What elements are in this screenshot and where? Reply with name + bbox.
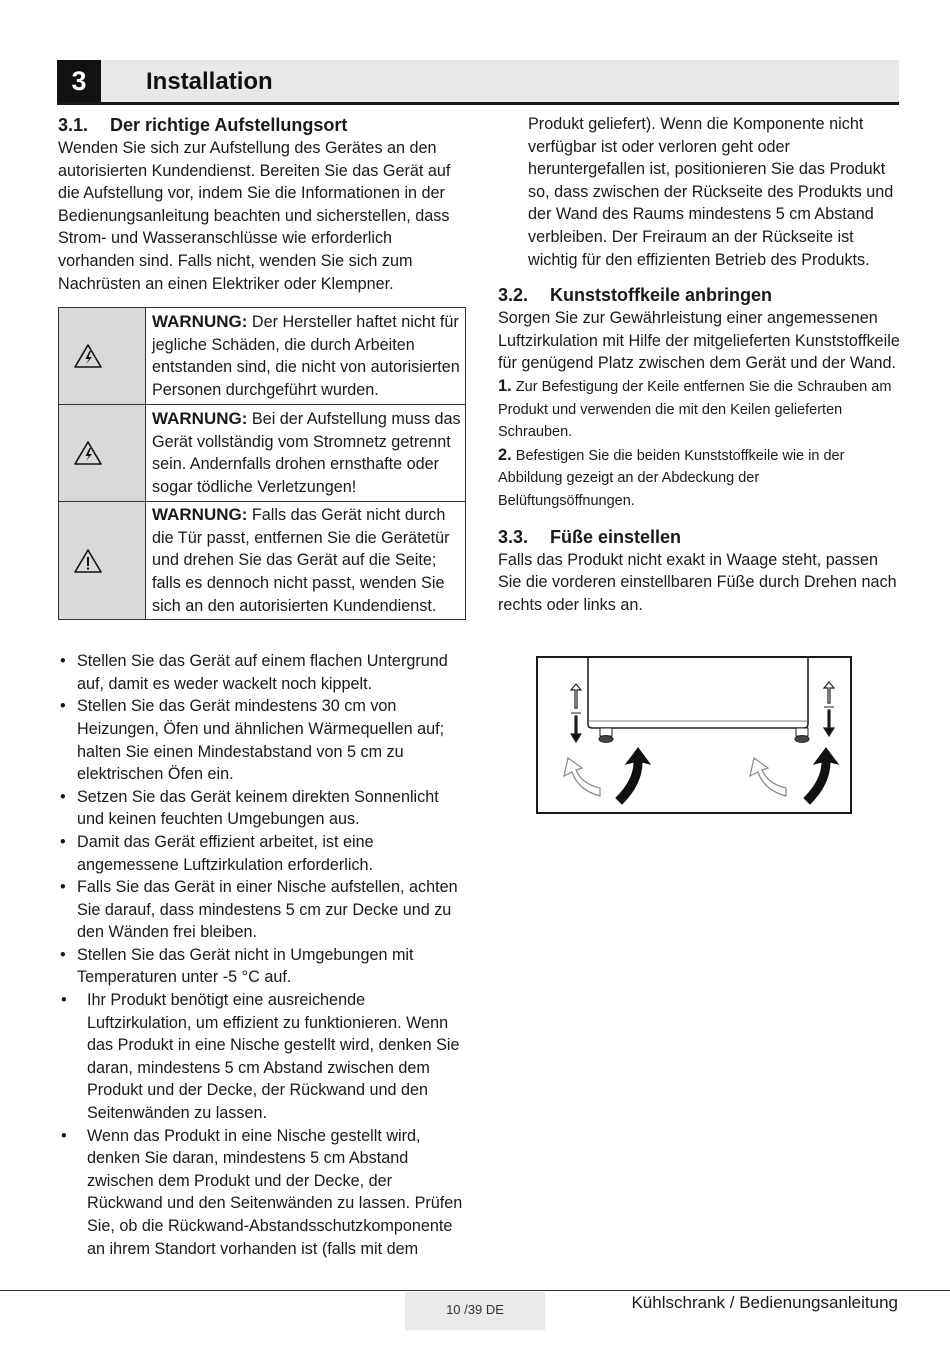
list-item: • Damit das Gerät effizient arbeitet, ist eine angemessene Luftzirkulation erforderlich. <box>58 831 470 876</box>
general-warning-icon <box>73 548 103 574</box>
step-text: Befestigen Sie die beiden Kunststoffkeile wie in der Abbildung gezeigt an der Abdeckung der Belüftungsöffnungen. <box>498 447 845 509</box>
rotate-left-arrow <box>564 758 600 796</box>
warning-label: WARNUNG: <box>152 408 248 428</box>
left-foot <box>599 728 613 743</box>
rotate-right-arrow <box>616 748 650 804</box>
warning-icon-cell <box>59 502 146 620</box>
list-item: • Falls Sie das Gerät in einer Nische aufstellen, achten Sie darauf, dass mindestens 5 cm zur Decke und zu den Wänden frei bleiben. <box>58 876 470 944</box>
section-title: Füße einstellen <box>550 526 682 547</box>
warning-body: Der Hersteller haftet nicht für jegliche Schäden, die durch Arbeiten entstanden sind, die nicht von autorisierten Personen durchgeführt wurden. <box>152 312 460 399</box>
warning-label: WARNUNG: <box>152 311 248 331</box>
list-item: • Wenn das Produkt in eine Nische gestellt wird, denken Sie daran, mindestens 5 cm Abstand zwischen dem Produkt und der Decke, der Rückwand und den Seitenwänden zu lassen. Prüfen Sie, ob die Rückwand-Abstandsschutzkomponente an ihrem Standort vorhanden ist (falls mit dem <box>58 1125 470 1261</box>
placement-bullet-list <box>58 650 470 1260</box>
section-intro: Sorgen Sie zur Gewährleistung einer angemessenen Luftzirkulation mit Hilfe der mitgelieferten Kunststoffkeile für genügend Platz zwischen dem Gerät und der Wand. <box>498 309 900 373</box>
foot-adjustment-illustration <box>538 658 850 812</box>
section-heading-3-1 <box>58 113 470 137</box>
rotate-left-arrow <box>750 758 786 796</box>
warning-text <box>146 308 466 405</box>
warning-body: Bei der Aufstellung muss das Gerät vollständig vom Stromnetz getrennt sein. Andernfalls drohen ernsthafte oder sogar tödliche Verletzungen! <box>152 409 461 496</box>
electric-shock-warning-icon <box>73 440 103 466</box>
right-foot <box>795 728 809 743</box>
section-number: 3.2. <box>498 285 529 306</box>
section-heading-3-3 <box>498 525 900 549</box>
section-intro: Wenden Sie sich zur Aufstellung des Gerätes an den autorisierten Kundendienst. Bereiten Sie das Gerät auf die Aufstellung vor, indem Sie die Informationen in der Bedienungsanleitung beachten und sicherstellen, dass Strom- und Wasseranschlüsse wie erforderlich vorhanden sind. Falls nicht, wenden Sie sich zum Nachrüsten an einen Elektriker oder Klempner. <box>58 139 451 293</box>
chapter-header <box>57 60 899 105</box>
list-item: • Stellen Sie das Gerät mindestens 30 cm von Heizungen, Öfen und ähnlichen Wärmequellen auf; halten Sie einen Mindestabstand von 5 cm zu elektrischen Öfen ein. <box>58 695 470 785</box>
warning-body: Falls das Gerät nicht durch die Tür passt, entfernen Sie die Gerätetür und drehen Sie das Gerät auf die Seite; falls es dennoch nicht passt, wenden Sie sich an den autorisierten Kundendienst. <box>152 506 450 615</box>
section-intro: Falls das Produkt nicht exakt in Waage steht, passen Sie die vorderen einstellbaren Füße durch Drehen nach rechts oder links an. <box>498 550 897 614</box>
warning-text <box>146 502 466 620</box>
warning-icon-cell <box>59 308 146 405</box>
page-number: 10 /39 DE <box>405 1292 545 1330</box>
list-item: • Setzen Sie das Gerät keinem direkten Sonnenlicht und keinen feuchten Umgebungen aus. <box>58 786 470 831</box>
right-height-arrows <box>824 682 834 736</box>
right-column <box>498 113 900 616</box>
electric-shock-warning-icon <box>73 343 103 369</box>
chapter-title: Installation <box>146 68 273 95</box>
step-number: 2. <box>498 445 512 464</box>
rotate-right-arrow <box>804 748 838 804</box>
list-item: • Ihr Produkt benötigt eine ausreichende Luftzirkulation, um effizient zu funktionieren. Wenn das Produkt in eine Nische gestellt wird, denken Sie daran, mindestens 5 cm Abstand zwischen dem Produkt und der Decke, der Rückwand und den Seitenwänden zu lassen. <box>58 989 470 1125</box>
section-number: 3.1. <box>58 115 89 135</box>
warning-table <box>58 307 466 620</box>
left-height-arrows <box>571 684 581 742</box>
warning-icon-cell <box>59 405 146 502</box>
step-item <box>498 444 900 513</box>
warning-row <box>59 308 466 405</box>
warning-row <box>59 502 466 620</box>
step-text: Zur Befestigung der Keile entfernen Sie die Schrauben am Produkt und verwenden die mit den Keilen gelieferten Schrauben. <box>498 378 892 441</box>
list-item: • Stellen Sie das Gerät nicht in Umgebungen mit Temperaturen unter -5 °C auf. <box>58 944 470 989</box>
chapter-number: 3 <box>57 60 101 102</box>
warning-text <box>146 405 466 502</box>
section-title: Der richtige Aufstellungsort <box>110 115 348 135</box>
document-title: Kühlschrank / Bedienungsanleitung <box>631 1293 898 1312</box>
foot-adjustment-figure <box>536 656 852 814</box>
warning-label: WARNUNG: <box>152 505 248 525</box>
list-item: • Stellen Sie das Gerät auf einem flachen Untergrund auf, damit es weder wackelt noch kippelt. <box>58 650 470 695</box>
left-column <box>58 113 470 1260</box>
appliance-body <box>588 658 808 728</box>
step-item <box>498 375 900 444</box>
section-number: 3.3. <box>498 526 529 547</box>
continuation-text: Produkt geliefert). Wenn die Komponente nicht verfügbar ist oder verloren geht oder heruntergefallen ist, positionieren Sie das Produkt so, dass zwischen der Rückseite des Produkts und der Wand des Raums mindestens 5 cm Abstand verbleiben. Der Freiraum an der Rückseite ist wichtig für den effizienten Betrieb des Produkts. <box>528 115 894 269</box>
section-heading-3-2 <box>498 283 900 307</box>
warning-row <box>59 405 466 502</box>
section-title: Kunststoffkeile anbringen <box>550 285 773 306</box>
step-number: 1. <box>498 376 512 395</box>
